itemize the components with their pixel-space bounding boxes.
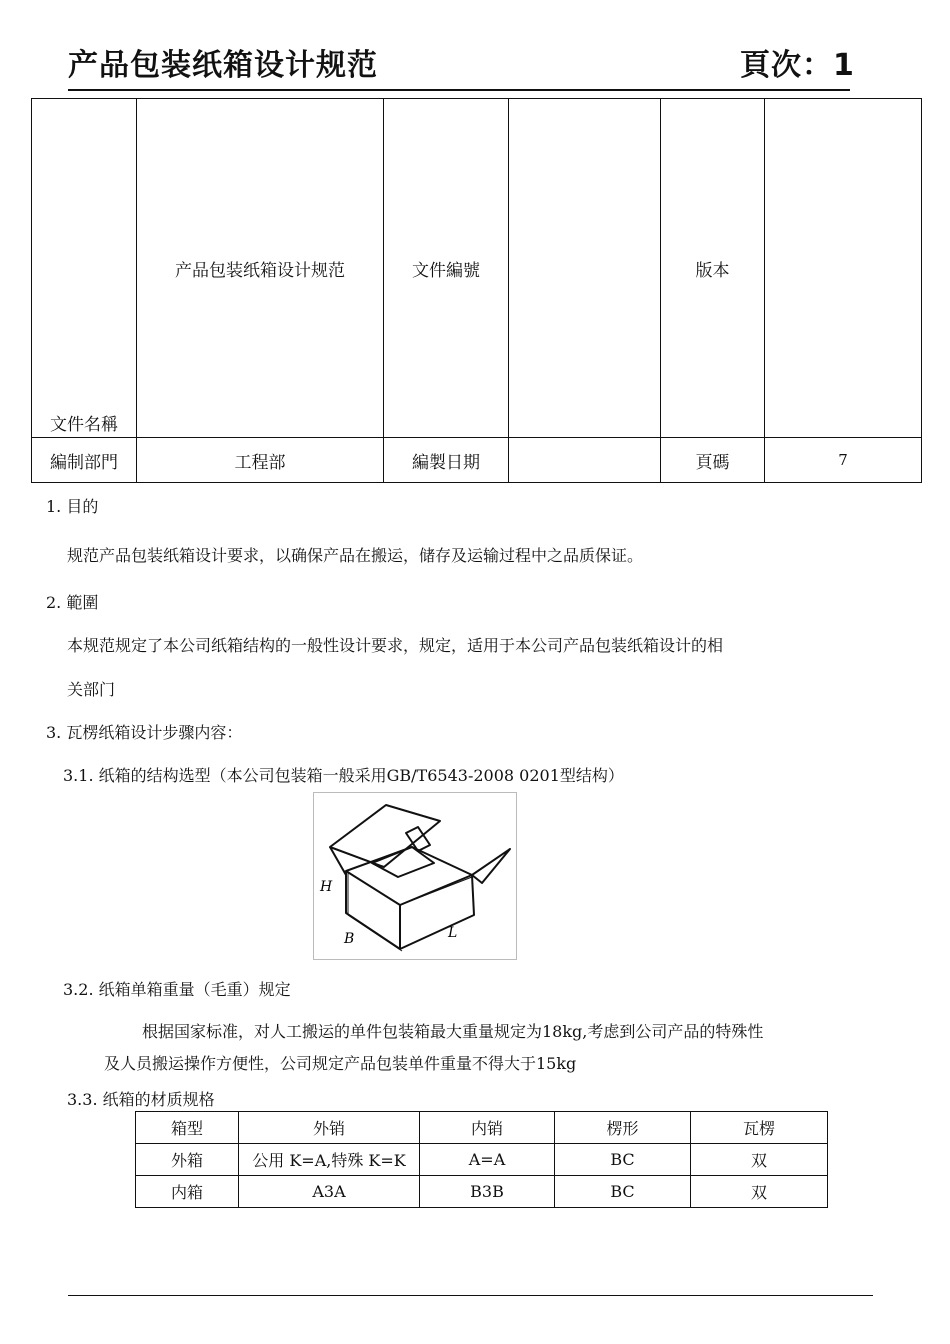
table-row <box>136 1144 828 1176</box>
open-box-drawing <box>314 793 516 959</box>
section-1-text: 规范产品包装纸箱设计要求，以确保产品在搬运，储存及运输过程中之品质保证。 <box>67 546 644 565</box>
length-label: L <box>448 925 458 941</box>
doc-number-value <box>509 99 661 438</box>
pages-label: 頁碼 <box>661 438 765 483</box>
file-name-label: 文件名稱 <box>32 99 137 438</box>
section-2-text-line1: 本规范规定了本公司纸箱结构的一般性设计要求，规定，适用于本公司产品包装纸箱设计的相 <box>67 636 724 655</box>
date-value <box>509 438 661 483</box>
table-cell: BC <box>555 1144 691 1176</box>
section-1-heading: 1. 目的 <box>46 497 99 516</box>
table-cell: 双 <box>691 1176 828 1208</box>
carton-material-table <box>135 1111 828 1208</box>
table-cell: 双 <box>691 1144 828 1176</box>
section-3-3-heading: 3.3. 纸箱的材质规格 <box>67 1090 215 1109</box>
version-value <box>765 99 922 438</box>
pages-value: 7 <box>765 438 922 483</box>
table-row <box>136 1176 828 1208</box>
document-info-table <box>31 98 922 483</box>
carton-structure-figure <box>313 792 517 960</box>
version-label: 版本 <box>661 99 765 438</box>
header-divider <box>68 89 850 91</box>
header-domestic: 内销 <box>420 1112 555 1144</box>
section-2-heading: 2. 範圍 <box>46 593 99 612</box>
section-3-1-heading: 3.1. 纸箱的结构选型（本公司包装箱一般采用GB/T6543-2008 0201型结构） <box>63 766 624 785</box>
section-2-text-line2: 关部门 <box>67 680 116 699</box>
section-3-2-text-line2: 及人员搬运操作方便性，公司规定产品包装单件重量不得大于15kg <box>104 1054 577 1073</box>
breadth-label: B <box>344 931 355 947</box>
department-value: 工程部 <box>137 438 384 483</box>
header-corrugation: 瓦楞 <box>691 1112 828 1144</box>
table-cell: 外箱 <box>136 1144 239 1176</box>
department-label: 編制部門 <box>32 438 137 483</box>
table-cell: 公用 K=A,特殊 K=K <box>239 1144 420 1176</box>
page-indicator: 頁次：1 <box>740 48 855 83</box>
table-cell: BC <box>555 1176 691 1208</box>
section-3-2-heading: 3.2. 纸箱单箱重量（毛重）规定 <box>63 980 291 999</box>
height-label: H <box>320 879 333 895</box>
header-box-type: 箱型 <box>136 1112 239 1144</box>
header-export: 外销 <box>239 1112 420 1144</box>
section-3-2-text-line1: 根据国家标准，对人工搬运的单件包装箱最大重量规定为18kg,考虑到公司产品的特殊性 <box>142 1022 764 1041</box>
file-name-value: 产品包装纸箱设计规范 <box>137 99 384 438</box>
section-3-heading: 3. 瓦楞纸箱设计步骤内容： <box>46 723 243 742</box>
footer-divider <box>68 1295 873 1296</box>
table-cell: A=A <box>420 1144 555 1176</box>
table-header-row <box>136 1112 828 1144</box>
doc-number-label: 文件編號 <box>384 99 509 438</box>
date-label: 編製日期 <box>384 438 509 483</box>
document-title: 产品包装纸箱设计规范 <box>68 48 378 83</box>
header-flute-type: 楞形 <box>555 1112 691 1144</box>
table-cell: 内箱 <box>136 1176 239 1208</box>
table-cell: A3A <box>239 1176 420 1208</box>
table-cell: B3B <box>420 1176 555 1208</box>
